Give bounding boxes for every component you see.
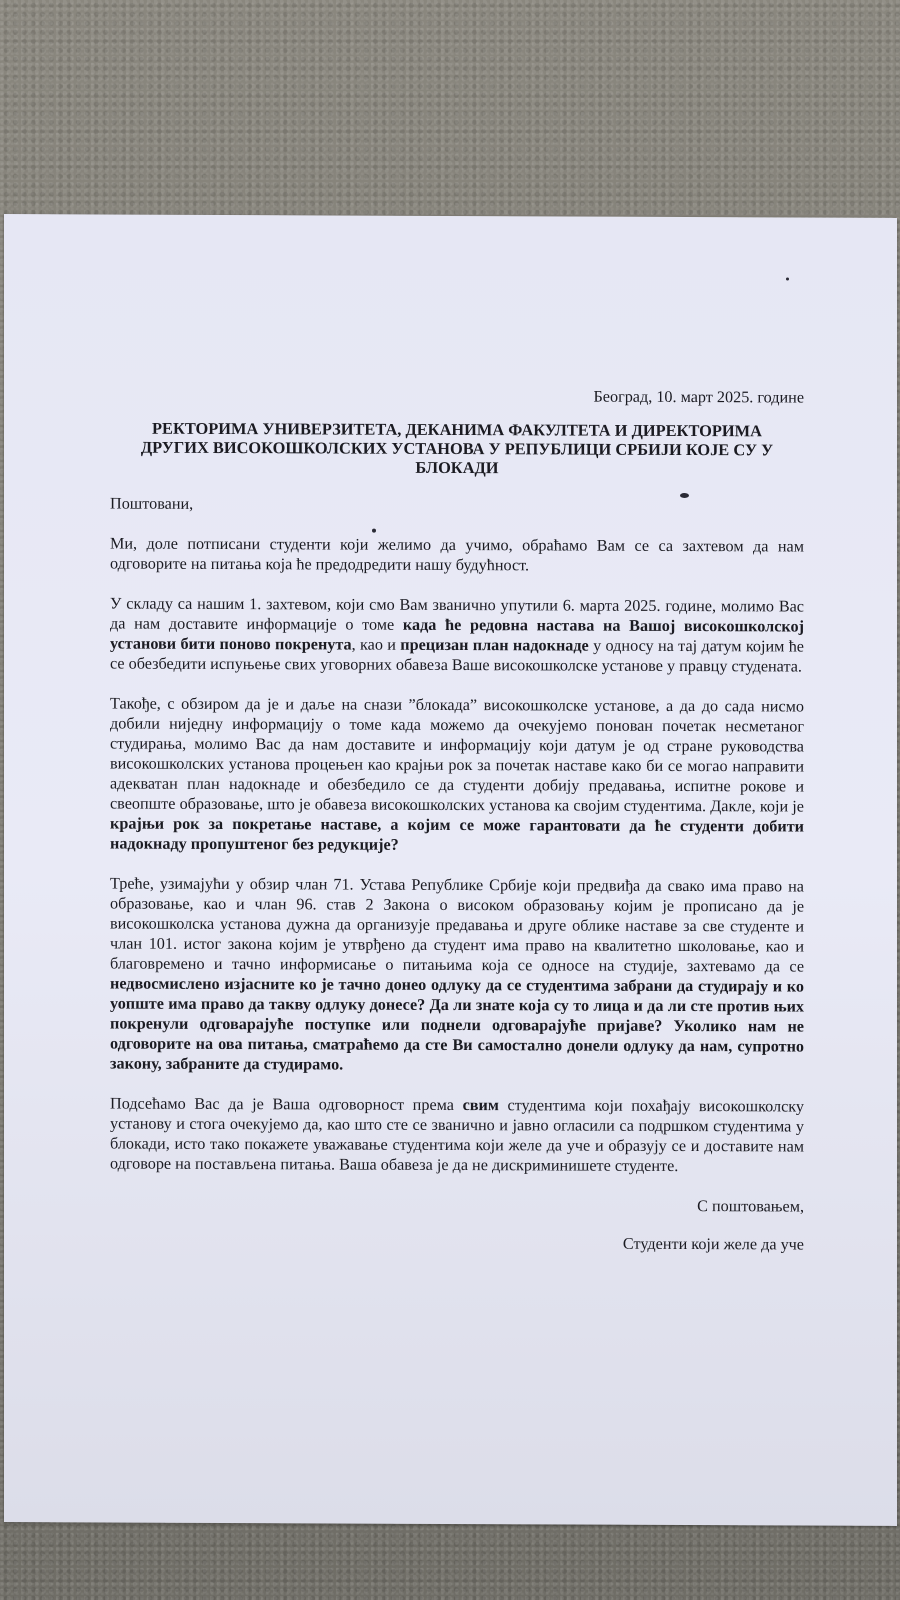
letter-body	[110, 385, 804, 1255]
paragraph-bold-text: када ће редовна настава на Вашој високошколској установи бити поново покренута	[110, 615, 804, 654]
paragraph-bold-text: прецизан план надокнаде	[400, 635, 589, 655]
paragraph-bold-text: недвосмислено изјасните ко је тачно донео одлуку да се студентима забрани да студирају и ко уопште има право да такву одлуку донесе? Да ли знате која су то лица и да ли сте против њих покренули одговарајуће поступке или поднели одговарајуће пријаве? Уколико нам не одговорите на ова питања, сматраћемо да сте Ви самостално донели одлуку да нам, супротно закону, забраните да студирамо.	[110, 974, 804, 1074]
paragraph-bold-text: крајњи рок за покретање наставе, а којим се може гарантовати да ће студенти добити надокнаду пропуштеног без редукције?	[110, 814, 804, 854]
letter-paper	[4, 214, 897, 1526]
heading-line: БЛОКАДИ	[415, 457, 499, 478]
heading-line: ДРУГИХ ВИСОКОШКОЛСКИХ УСТАНОВА У РЕПУБЛИЦИ СРБИЈИ КОЈЕ СУ У	[140, 437, 774, 460]
ink-speck	[786, 277, 789, 280]
paragraph-text: Такође, с обзиром да је и даље на снази ”блокада” високошколске установе, а да до сада нисмо добили ниједну информацију о томе када можемо да очекујемо понован почетак несметаног студирања, молимо Вас да нам доставите и информацију који датум је од стране руководства високошколских установа процењен као крајњи рок за почетак наставе како би се могао направити адекватан план надокнаде и обезбедило се да студенти добију предавања, испитне рокове и свеопште образовање, што је обавеза високошколских установа ка својим студентима. Дакле, који је	[110, 694, 804, 816]
paragraph-bold-text: свим	[462, 1096, 499, 1115]
letter-date: Београд, 10. март 2025. године	[593, 387, 804, 407]
paragraph-text: Треће, узимајући у обзир члан 71. Устава Републике Србије који предвиђа да свако има право на образовање, као и члан 96. став 2 Закона о високом образовању којим је прописано да је високошколска установа дужна да организује предавања и друге облике наставе за све студенте и члан 101. истог закона којим је утврђено да студент има право на квалитетно школовање, као и благовремено и тачно информисање о питањима која се односе на студије, захтевамо да се	[110, 874, 804, 976]
paragraph-text: , као и	[351, 635, 401, 654]
salutation: Поштовани,	[110, 494, 194, 513]
paragraph-text: студентима који похађају високошколску установу и стога очекујемо да, као што сте се званично и јавно огласили са подршком студентима у блокади, исто тако покажете уважавање студентима који желе да уче и образују се и доставите нам одговоре на постављена питања. Ваша обавеза је да не дискриминишете студенте.	[110, 1096, 804, 1175]
paragraph-responsibility	[110, 1094, 804, 1177]
paragraph-text: у односу на тај датум којим ће се обезбедити испуњење свих уговорних обавеза Ваше високошколске установе у правцу студената.	[110, 636, 804, 676]
letter-heading	[110, 419, 804, 479]
heading-line: РЕКТОРИМА УНИВЕРЗИТЕТА, ДЕКАНИМА ФАКУЛТЕТА И ДИРЕКТОРИМА	[152, 418, 762, 441]
paragraph-legal	[110, 874, 804, 1077]
paragraph-deadline	[110, 694, 804, 857]
paragraph-text: Подсећамо Вас да је Ваша одговорност према	[110, 1094, 463, 1115]
paragraph-first-demand	[110, 594, 804, 677]
paragraph-text: У складу са нашим 1. захтевом, који смо Вам званично упутили 6. марта 2025. године, молимо Вас да нам доставите информације о томе	[110, 594, 804, 634]
closing: С поштовањем,	[697, 1197, 804, 1216]
signature: Студенти који желе да уче	[622, 1234, 804, 1254]
paragraph-intro: Ми, доле потписани студенти који желимо да учимо, обраћамо Вам се са захтевом да нам одговорите на питања која ће предодредити нашу будућност.	[110, 534, 804, 575]
